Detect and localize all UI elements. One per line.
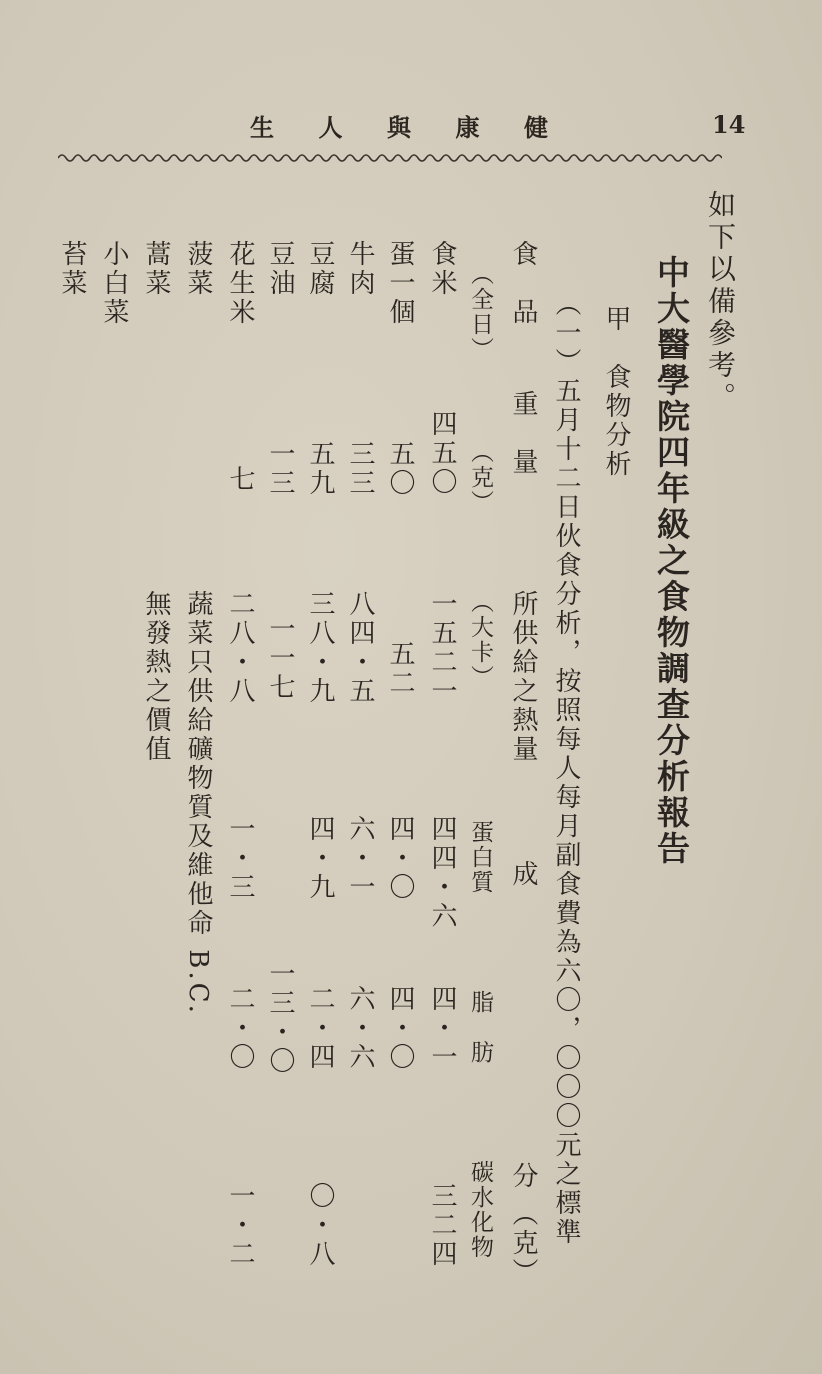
header-char: 健 — [524, 113, 550, 142]
row-food: 菠菜 — [183, 240, 213, 298]
row-protein: 一・三 — [225, 815, 255, 902]
header-char: 人 — [318, 113, 345, 142]
subsection-heading: （一）五月十二日伙食分析，按照每人每月副食費為六〇，〇〇〇元之標準 — [551, 290, 581, 1247]
header-fat: 脂 肪 — [467, 990, 493, 1065]
wavy-rule — [58, 148, 722, 168]
row-protein: 四・〇 — [385, 815, 415, 902]
header-heat: 所供給之熱量 — [508, 590, 538, 764]
intro-text: 如下以備參考。 — [704, 190, 737, 414]
page-number: 14 — [712, 110, 746, 139]
row-fat: 六・六 — [345, 985, 375, 1072]
header-day: （全日） — [467, 262, 493, 362]
row-note: 蔬菜只供給礦物質及維他命 B.C. — [183, 590, 213, 1016]
row-weight: 三三 — [345, 440, 375, 498]
row-fat: 一三・〇 — [265, 960, 295, 1076]
row-food: 小白菜 — [99, 240, 129, 327]
header-weight-unit: （克） — [467, 440, 493, 515]
row-food: 花生米 — [225, 240, 255, 327]
row-heat: 一五二一 — [427, 590, 457, 706]
header-composition-end: 分 — [508, 1162, 538, 1191]
report-title: 中大醫學院四年級之食物調查分析報告 — [652, 255, 691, 867]
row-food: 蒿菜 — [141, 240, 171, 298]
row-weight: 七 — [225, 465, 255, 494]
row-protein: 四・九 — [305, 815, 335, 902]
header-char: 康 — [455, 113, 482, 142]
row-carb: 〇・八 — [305, 1182, 335, 1269]
row-carb: 三二四 — [427, 1182, 457, 1269]
row-weight: 五九 — [305, 440, 335, 498]
row-heat: 一一七 — [265, 615, 295, 702]
row-weight: 五〇 — [385, 440, 415, 498]
row-heat: 五二 — [385, 640, 415, 698]
row-food: 苔菜 — [57, 240, 87, 298]
row-food: 豆油 — [265, 240, 295, 298]
row-fat: 二・四 — [305, 985, 335, 1072]
row-heat: 二八・八 — [225, 590, 255, 706]
row-heat: 八四・五 — [345, 590, 375, 706]
header-composition: 成 — [508, 860, 538, 889]
row-food: 蛋一個 — [385, 240, 415, 327]
row-food: 食米 — [427, 240, 457, 298]
row-food: 豆腐 — [305, 240, 335, 298]
row-fat: 四・〇 — [385, 985, 415, 1072]
header-heat-unit: （大卡） — [467, 590, 493, 690]
row-food: 牛肉 — [345, 240, 375, 298]
section-heading: 甲 食物分析 — [601, 305, 631, 479]
row-note: 無發熱之價值 — [141, 590, 171, 764]
row-fat: 四・一 — [427, 985, 457, 1072]
row-heat: 三八・九 — [305, 590, 335, 706]
header-composition-unit: （克） — [508, 1200, 538, 1287]
row-protein: 四四・六 — [427, 815, 457, 931]
header-carb: 碳水化物 — [467, 1160, 493, 1260]
row-weight: 一三 — [265, 440, 295, 498]
header-char: 生 — [250, 113, 276, 142]
row-protein: 六・一 — [345, 815, 375, 902]
running-header — [250, 108, 550, 143]
row-weight: 四五〇 — [427, 410, 457, 497]
header-char: 與 — [387, 113, 413, 142]
row-fat: 二・〇 — [225, 985, 255, 1072]
header-weight: 重 量 — [508, 390, 538, 477]
header-food: 食 品 — [508, 240, 538, 327]
row-carb: 一・二 — [225, 1182, 255, 1269]
header-protein: 蛋白質 — [467, 820, 493, 895]
